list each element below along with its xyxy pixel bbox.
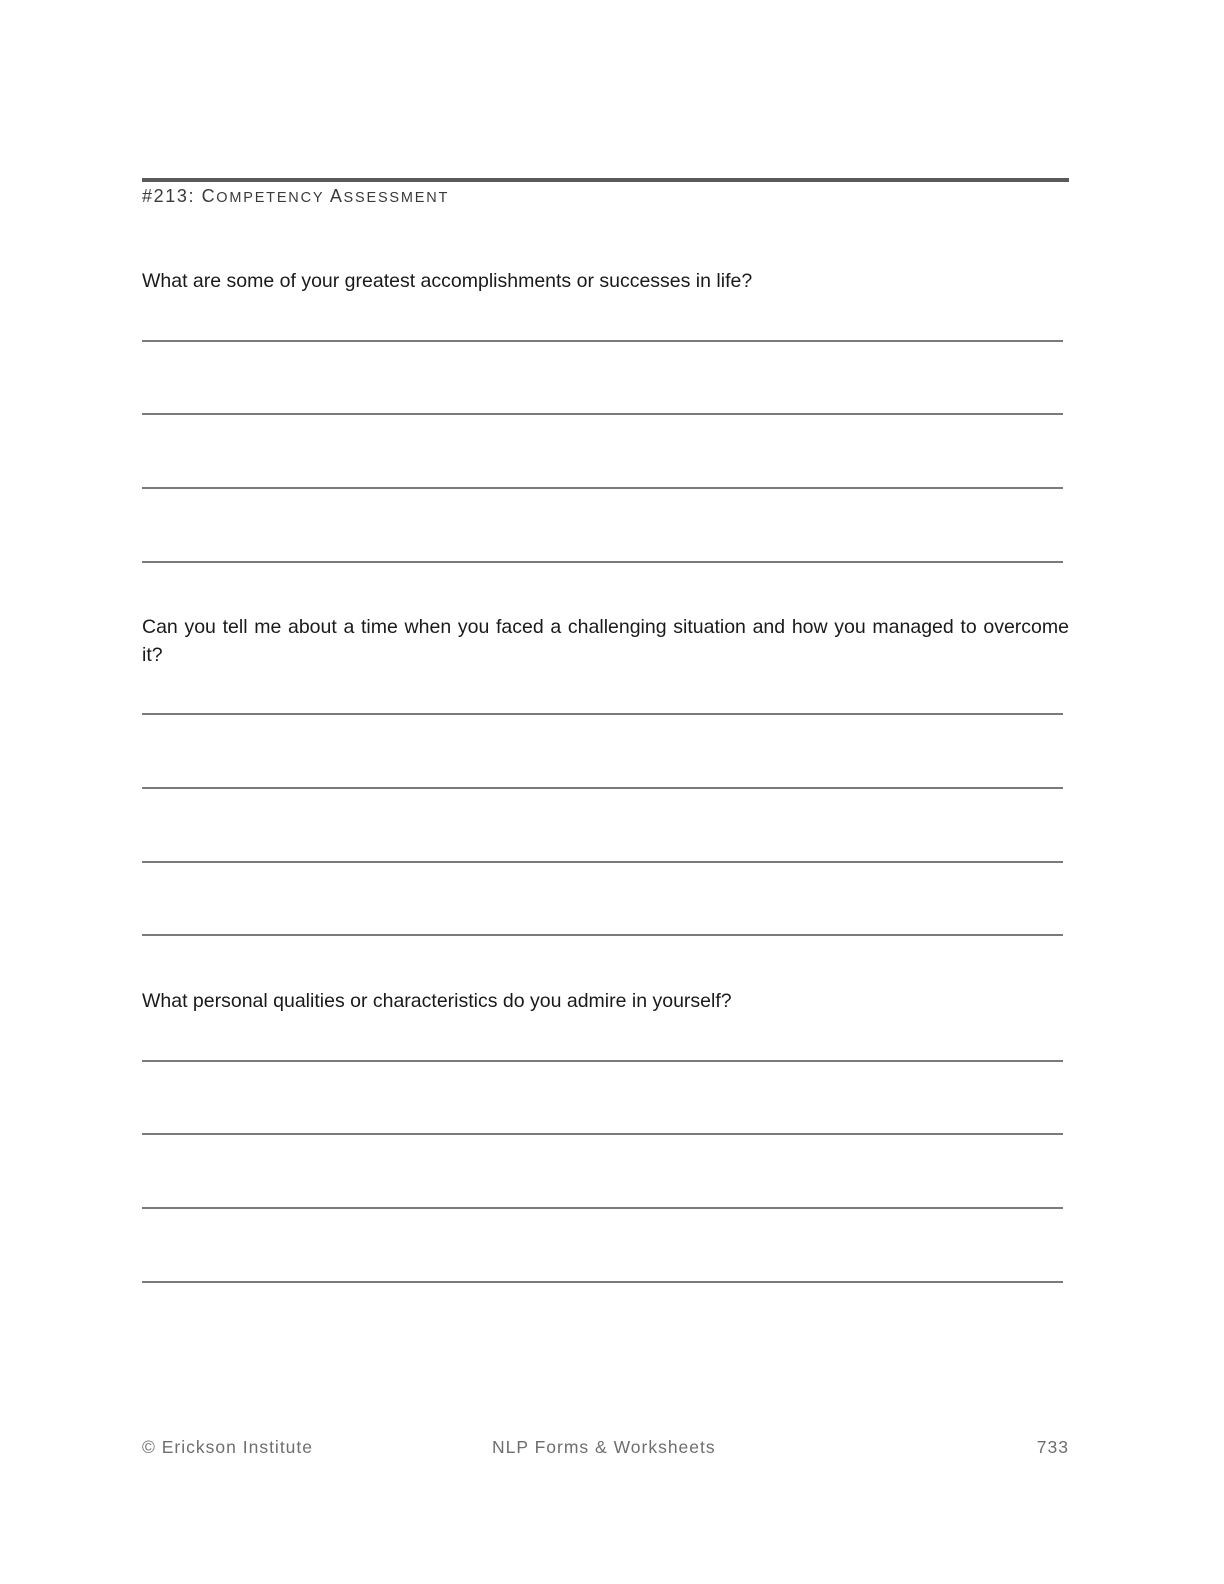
footer-publication: NLP Forms & Worksheets: [492, 1437, 716, 1457]
answer-line-q2-1[interactable]: [142, 713, 1063, 715]
footer-copyright: © Erickson Institute: [142, 1437, 314, 1457]
answer-line-q3-1[interactable]: [142, 1060, 1063, 1062]
question-2: Can you tell me about a time when you faced a challenging situation and how you managed to overcome it?: [142, 616, 1069, 666]
answer-line-q2-4[interactable]: [142, 934, 1063, 936]
answer-line-q1-2[interactable]: [142, 413, 1063, 415]
title-word-2: ASSESSMENT: [329, 186, 450, 206]
page-title: [142, 186, 449, 207]
answer-line-q2-3[interactable]: [142, 861, 1063, 863]
question-1: What are some of your greatest accomplishments or successes in life?: [142, 270, 753, 292]
answer-line-q1-4[interactable]: [142, 561, 1063, 563]
answer-line-q3-3[interactable]: [142, 1207, 1063, 1209]
header-rule: [142, 178, 1069, 182]
answer-line-q3-4[interactable]: [142, 1281, 1063, 1283]
answer-line-q2-2[interactable]: [142, 787, 1063, 789]
question-3: What personal qualities or characteristics do you admire in yourself?: [142, 990, 732, 1012]
title-word-1: COMPETENCY: [201, 186, 325, 206]
footer-page-number: 733: [1036, 1437, 1069, 1457]
worksheet-number: #213:: [142, 186, 196, 206]
answer-line-q1-1[interactable]: [142, 340, 1063, 342]
answer-line-q3-2[interactable]: [142, 1133, 1063, 1135]
answer-line-q1-3[interactable]: [142, 487, 1063, 489]
